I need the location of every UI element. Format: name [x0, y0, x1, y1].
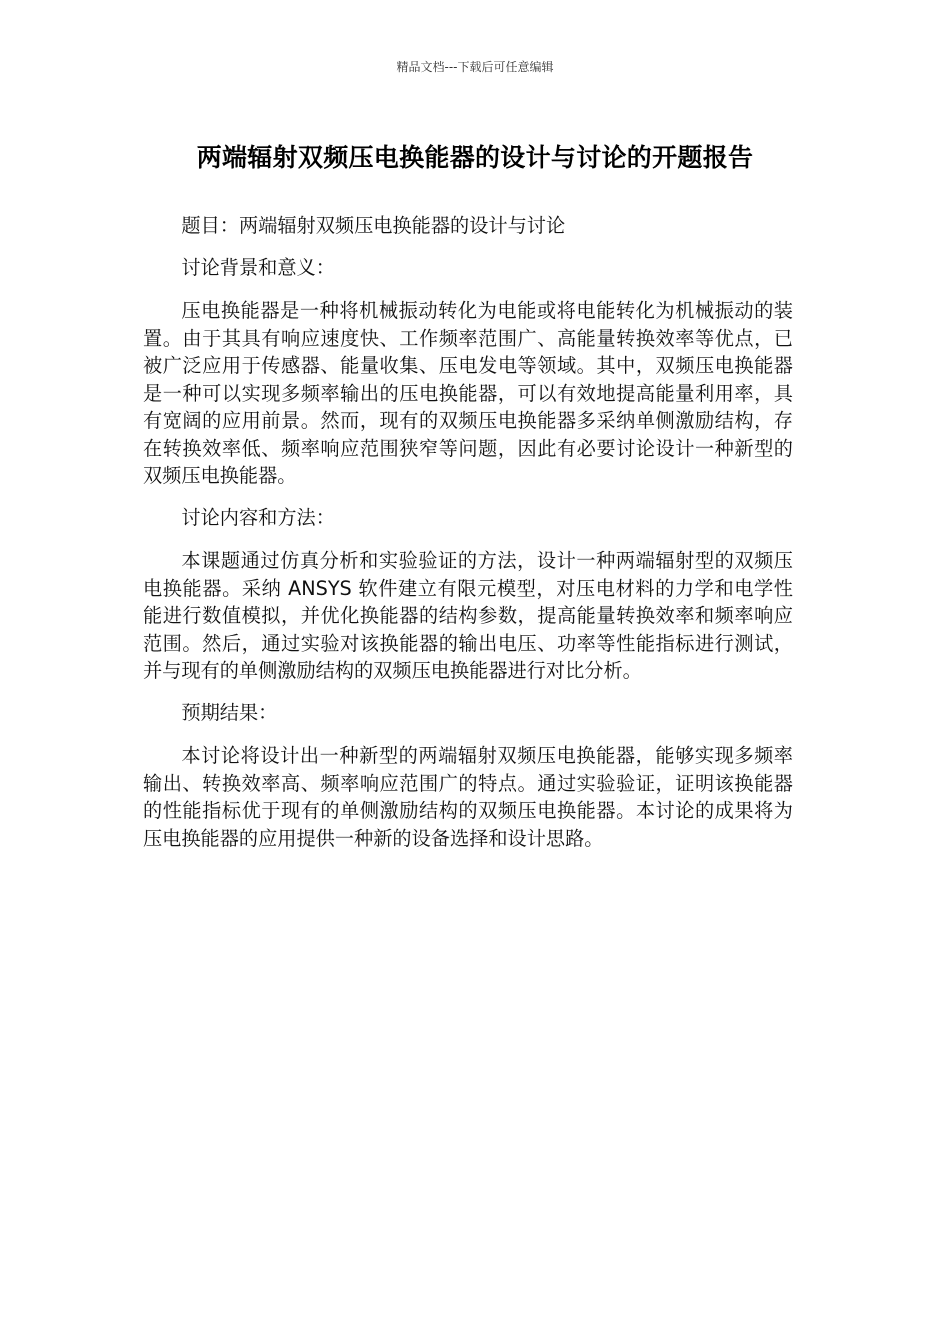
method-heading: 讨论内容和方法：	[181, 505, 335, 529]
background-heading: 讨论背景和意义：	[181, 255, 335, 279]
background-paragraph: 压电换能器是一种将机械振动转化为电能或将电能转化为机械振动的装置。由于其具有响应速度快、工作频率范围广、高能量转换效率等优点，已被广泛应用于传感器、能量收集、压电发电等领域。其中，双频压电换能器是一种可以实现多频率输出的压电换能器，可以有效地提高能量利用率，具有宽阔的应用前景。然而，现有的双频压电换能器多采纳单侧激励结构，存在转换效率低、频率响应范围狭窄等问题，因此有必要讨论设计一种新型的双频压电换能器。	[143, 299, 793, 487]
document-body	[143, 212, 793, 852]
topic-line: 题目：两端辐射双频压电换能器的设计与讨论	[181, 214, 566, 237]
document-title: 两端辐射双频压电换能器的设计与讨论的开题报告	[196, 143, 754, 172]
result-heading: 预期结果：	[181, 700, 278, 724]
method-paragraph: 本课题通过仿真分析和实验验证的方法，设计一种两端辐射型的双频压电换能器。采纳 ANSYS 软件建立有限元模型，对压电材料的力学和电学性能进行数值模拟，并优化换能器的结构参数，提高能量转换效率和频率响应范围。然后，通过实验对该换能器的输出电压、功率等性能指标进行测试，并与现有的单侧激励结构的双频压电换能器进行对比分析。	[143, 549, 793, 682]
page-header-note: 精品文档---下载后可任意编辑	[396, 60, 554, 74]
result-paragraph: 本讨论将设计出一种新型的两端辐射双频压电换能器，能够实现多频率输出、转换效率高、频率响应范围广的特点。通过实验验证，证明该换能器的性能指标优于现有的单侧激励结构的双频压电换能器。本讨论的成果将为压电换能器的应用提供一种新的设备选择和设计思路。	[143, 744, 793, 850]
